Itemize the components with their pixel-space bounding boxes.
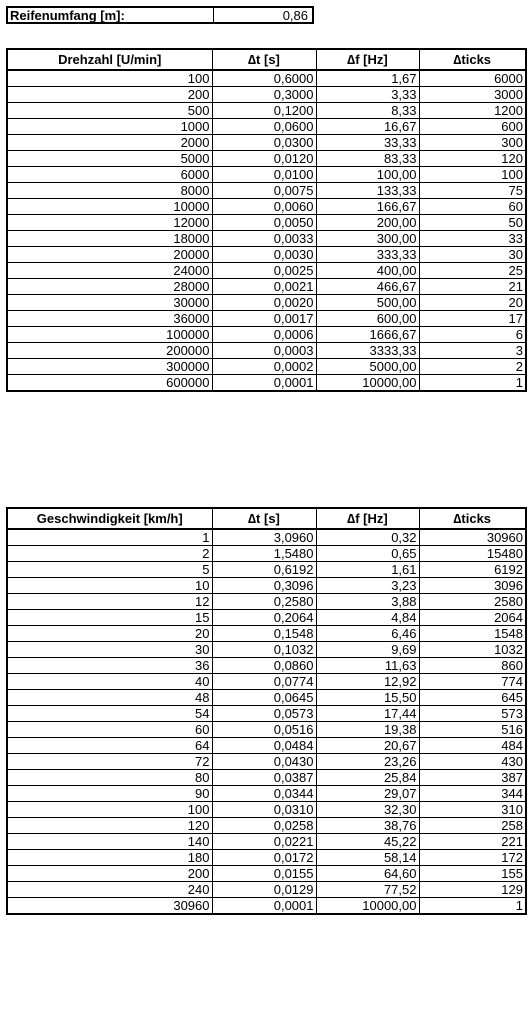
rpm-cell-delta-t: 0,0001 [212, 375, 316, 392]
rpm-cell-delta-ticks: 2 [419, 359, 526, 375]
rpm-table-body [7, 70, 526, 391]
speed-cell-delta-t: 0,6192 [212, 562, 316, 578]
rpm-table-row [7, 167, 526, 183]
rpm-table-row [7, 70, 526, 87]
rpm-cell-delta-ticks: 6000 [419, 70, 526, 87]
speed-cell-value: 10 [7, 578, 212, 594]
speed-cell-value: 90 [7, 786, 212, 802]
rpm-cell-value: 1000 [7, 119, 212, 135]
speed-cell-delta-t: 0,0310 [212, 802, 316, 818]
speed-cell-delta-f: 58,14 [316, 850, 419, 866]
rpm-cell-delta-ticks: 120 [419, 151, 526, 167]
speed-cell-delta-t: 0,1548 [212, 626, 316, 642]
speed-cell-delta-f: 29,07 [316, 786, 419, 802]
speed-cell-delta-ticks: 484 [419, 738, 526, 754]
speed-table-row [7, 706, 526, 722]
speed-cell-delta-ticks: 1 [419, 898, 526, 915]
speed-table-row [7, 674, 526, 690]
speed-cell-value: 200 [7, 866, 212, 882]
rpm-cell-delta-f: 1,67 [316, 70, 419, 87]
speed-cell-delta-ticks: 573 [419, 706, 526, 722]
speed-cell-delta-t: 3,0960 [212, 529, 316, 546]
speed-cell-delta-f: 3,23 [316, 578, 419, 594]
speed-cell-delta-ticks: 430 [419, 754, 526, 770]
speed-table-row [7, 578, 526, 594]
rpm-table-row [7, 87, 526, 103]
rpm-cell-delta-f: 100,00 [316, 167, 419, 183]
rpm-table-row [7, 343, 526, 359]
rpm-cell-value: 10000 [7, 199, 212, 215]
speed-cell-value: 30960 [7, 898, 212, 915]
rpm-cell-delta-ticks: 1 [419, 375, 526, 392]
speed-table-row [7, 529, 526, 546]
speed-cell-delta-f: 45,22 [316, 834, 419, 850]
rpm-table-row [7, 375, 526, 392]
rpm-cell-value: 20000 [7, 247, 212, 263]
speed-cell-delta-t: 0,0645 [212, 690, 316, 706]
speed-cell-value: 140 [7, 834, 212, 850]
rpm-table-row [7, 135, 526, 151]
rpm-cell-delta-t: 0,0033 [212, 231, 316, 247]
rpm-cell-value: 8000 [7, 183, 212, 199]
speed-cell-value: 72 [7, 754, 212, 770]
rpm-cell-delta-ticks: 3 [419, 343, 526, 359]
rpm-cell-value: 5000 [7, 151, 212, 167]
rpm-cell-value: 6000 [7, 167, 212, 183]
speed-cell-value: 240 [7, 882, 212, 898]
speed-table-row [7, 786, 526, 802]
speed-cell-value: 100 [7, 802, 212, 818]
speed-cell-delta-t: 1,5480 [212, 546, 316, 562]
rpm-cell-value: 500 [7, 103, 212, 119]
speed-header-delta-ticks: ∆ticks [419, 508, 526, 529]
rpm-table-row [7, 215, 526, 231]
speed-cell-delta-ticks: 516 [419, 722, 526, 738]
speed-cell-delta-f: 32,30 [316, 802, 419, 818]
rpm-table-row [7, 183, 526, 199]
speed-cell-delta-f: 4,84 [316, 610, 419, 626]
rpm-cell-delta-f: 8,33 [316, 103, 419, 119]
speed-cell-value: 15 [7, 610, 212, 626]
speed-table-row [7, 882, 526, 898]
speed-cell-delta-t: 0,0172 [212, 850, 316, 866]
rpm-cell-value: 200 [7, 87, 212, 103]
speed-cell-delta-f: 38,76 [316, 818, 419, 834]
speed-table-row [7, 626, 526, 642]
rpm-cell-delta-t: 0,0020 [212, 295, 316, 311]
speed-cell-delta-f: 9,69 [316, 642, 419, 658]
rpm-cell-delta-t: 0,0030 [212, 247, 316, 263]
rpm-cell-value: 100 [7, 70, 212, 87]
rpm-table-row [7, 311, 526, 327]
rpm-cell-delta-t: 0,0003 [212, 343, 316, 359]
rpm-cell-delta-ticks: 25 [419, 263, 526, 279]
speed-cell-delta-f: 23,26 [316, 754, 419, 770]
speed-cell-delta-t: 0,2064 [212, 610, 316, 626]
speed-cell-delta-t: 0,3096 [212, 578, 316, 594]
rpm-cell-delta-ticks: 50 [419, 215, 526, 231]
speed-table-row [7, 690, 526, 706]
speed-cell-delta-ticks: 30960 [419, 529, 526, 546]
speed-table-row [7, 834, 526, 850]
speed-header-delta-t: ∆t [s] [212, 508, 316, 529]
speed-table-row [7, 594, 526, 610]
speed-cell-delta-t: 0,0155 [212, 866, 316, 882]
speed-cell-delta-f: 0,65 [316, 546, 419, 562]
rpm-cell-delta-f: 300,00 [316, 231, 419, 247]
rpm-table-row [7, 263, 526, 279]
speed-table-row [7, 770, 526, 786]
speed-cell-delta-ticks: 2580 [419, 594, 526, 610]
rpm-cell-delta-f: 5000,00 [316, 359, 419, 375]
speed-cell-delta-f: 11,63 [316, 658, 419, 674]
speed-table-row [7, 818, 526, 834]
speed-cell-value: 30 [7, 642, 212, 658]
tire-circumference-value: 0,86 [282, 8, 308, 23]
rpm-table-row [7, 119, 526, 135]
speed-cell-delta-t: 0,0387 [212, 770, 316, 786]
speed-table-row [7, 546, 526, 562]
rpm-cell-delta-t: 0,0060 [212, 199, 316, 215]
rpm-cell-delta-t: 0,0025 [212, 263, 316, 279]
speed-cell-delta-ticks: 645 [419, 690, 526, 706]
rpm-cell-delta-f: 333,33 [316, 247, 419, 263]
speed-cell-delta-f: 20,67 [316, 738, 419, 754]
speed-cell-delta-f: 0,32 [316, 529, 419, 546]
speed-cell-value: 54 [7, 706, 212, 722]
rpm-cell-delta-ticks: 60 [419, 199, 526, 215]
rpm-cell-delta-t: 0,3000 [212, 87, 316, 103]
tire-circumference-box [6, 6, 314, 24]
speed-cell-delta-ticks: 1548 [419, 626, 526, 642]
speed-cell-delta-f: 10000,00 [316, 898, 419, 915]
speed-cell-delta-t: 0,0001 [212, 898, 316, 915]
rpm-cell-delta-f: 3333,33 [316, 343, 419, 359]
rpm-cell-value: 200000 [7, 343, 212, 359]
speed-cell-delta-f: 17,44 [316, 706, 419, 722]
rpm-cell-delta-t: 0,0050 [212, 215, 316, 231]
speed-cell-delta-ticks: 172 [419, 850, 526, 866]
speed-cell-value: 180 [7, 850, 212, 866]
rpm-table-row [7, 199, 526, 215]
rpm-cell-delta-t: 0,0021 [212, 279, 316, 295]
rpm-header-delta-t: ∆t [s] [212, 49, 316, 70]
speed-table-row [7, 610, 526, 626]
rpm-table-header-row [7, 49, 526, 70]
speed-cell-delta-t: 0,0221 [212, 834, 316, 850]
rpm-table-row [7, 295, 526, 311]
speed-cell-value: 40 [7, 674, 212, 690]
tire-circumference-label: Reifenumfang [m]: [8, 8, 214, 22]
rpm-cell-delta-f: 466,67 [316, 279, 419, 295]
speed-cell-value: 60 [7, 722, 212, 738]
speed-table-row [7, 642, 526, 658]
rpm-cell-delta-ticks: 300 [419, 135, 526, 151]
rpm-cell-delta-ticks: 3000 [419, 87, 526, 103]
speed-cell-value: 36 [7, 658, 212, 674]
speed-cell-delta-t: 0,0860 [212, 658, 316, 674]
rpm-cell-delta-ticks: 20 [419, 295, 526, 311]
speed-cell-delta-f: 3,88 [316, 594, 419, 610]
rpm-cell-delta-ticks: 30 [419, 247, 526, 263]
speed-cell-delta-f: 15,50 [316, 690, 419, 706]
rpm-table-row [7, 327, 526, 343]
rpm-table-row [7, 279, 526, 295]
rpm-cell-value: 2000 [7, 135, 212, 151]
speed-cell-delta-t: 0,1032 [212, 642, 316, 658]
rpm-cell-value: 24000 [7, 263, 212, 279]
rpm-cell-delta-t: 0,0075 [212, 183, 316, 199]
speed-cell-delta-t: 0,0484 [212, 738, 316, 754]
speed-cell-delta-t: 0,0774 [212, 674, 316, 690]
speed-cell-delta-t: 0,0344 [212, 786, 316, 802]
rpm-cell-delta-f: 400,00 [316, 263, 419, 279]
rpm-cell-delta-f: 33,33 [316, 135, 419, 151]
rpm-cell-value: 600000 [7, 375, 212, 392]
rpm-cell-delta-f: 16,67 [316, 119, 419, 135]
rpm-cell-delta-ticks: 21 [419, 279, 526, 295]
rpm-table-row [7, 103, 526, 119]
rpm-cell-delta-f: 83,33 [316, 151, 419, 167]
speed-cell-delta-f: 25,84 [316, 770, 419, 786]
rpm-cell-delta-t: 0,6000 [212, 70, 316, 87]
speed-cell-delta-ticks: 3096 [419, 578, 526, 594]
rpm-cell-delta-t: 0,1200 [212, 103, 316, 119]
speed-header-delta-f: ∆f [Hz] [316, 508, 419, 529]
speed-cell-delta-f: 64,60 [316, 866, 419, 882]
rpm-table [6, 48, 527, 392]
rpm-cell-delta-ticks: 600 [419, 119, 526, 135]
speed-cell-delta-ticks: 774 [419, 674, 526, 690]
speed-cell-delta-f: 77,52 [316, 882, 419, 898]
speed-cell-delta-t: 0,0258 [212, 818, 316, 834]
rpm-cell-delta-t: 0,0006 [212, 327, 316, 343]
speed-table-row [7, 866, 526, 882]
speed-cell-value: 48 [7, 690, 212, 706]
rpm-cell-delta-t: 0,0002 [212, 359, 316, 375]
speed-cell-delta-t: 0,0430 [212, 754, 316, 770]
rpm-cell-delta-t: 0,0120 [212, 151, 316, 167]
speed-table-row [7, 738, 526, 754]
speed-cell-delta-ticks: 344 [419, 786, 526, 802]
rpm-header-delta-ticks: ∆ticks [419, 49, 526, 70]
rpm-table-row [7, 231, 526, 247]
speed-cell-delta-ticks: 387 [419, 770, 526, 786]
speed-cell-delta-f: 6,46 [316, 626, 419, 642]
rpm-cell-delta-ticks: 1200 [419, 103, 526, 119]
speed-cell-delta-ticks: 310 [419, 802, 526, 818]
rpm-cell-delta-ticks: 17 [419, 311, 526, 327]
speed-cell-value: 1 [7, 529, 212, 546]
speed-cell-delta-t: 0,0573 [212, 706, 316, 722]
speed-cell-delta-ticks: 6192 [419, 562, 526, 578]
speed-cell-delta-ticks: 2064 [419, 610, 526, 626]
speed-table-header-row [7, 508, 526, 529]
rpm-cell-value: 300000 [7, 359, 212, 375]
rpm-cell-delta-t: 0,0300 [212, 135, 316, 151]
rpm-table-row [7, 359, 526, 375]
rpm-cell-value: 12000 [7, 215, 212, 231]
rpm-cell-delta-f: 1666,67 [316, 327, 419, 343]
speed-cell-delta-ticks: 155 [419, 866, 526, 882]
speed-cell-delta-ticks: 258 [419, 818, 526, 834]
rpm-cell-delta-t: 0,0017 [212, 311, 316, 327]
speed-table-body [7, 529, 526, 914]
speed-cell-value: 120 [7, 818, 212, 834]
rpm-cell-delta-f: 133,33 [316, 183, 419, 199]
speed-table-row [7, 802, 526, 818]
rpm-cell-value: 100000 [7, 327, 212, 343]
speed-cell-delta-t: 0,0516 [212, 722, 316, 738]
speed-cell-delta-ticks: 129 [419, 882, 526, 898]
rpm-cell-delta-ticks: 100 [419, 167, 526, 183]
rpm-cell-delta-f: 166,67 [316, 199, 419, 215]
rpm-table-row [7, 151, 526, 167]
speed-table-row [7, 850, 526, 866]
speed-cell-value: 5 [7, 562, 212, 578]
speed-cell-value: 80 [7, 770, 212, 786]
rpm-header-delta-f: ∆f [Hz] [316, 49, 419, 70]
speed-cell-value: 2 [7, 546, 212, 562]
rpm-cell-delta-f: 200,00 [316, 215, 419, 231]
speed-table-row [7, 722, 526, 738]
speed-cell-delta-t: 0,2580 [212, 594, 316, 610]
speed-table-row [7, 754, 526, 770]
rpm-cell-delta-f: 500,00 [316, 295, 419, 311]
speed-cell-value: 12 [7, 594, 212, 610]
rpm-cell-delta-ticks: 75 [419, 183, 526, 199]
rpm-cell-delta-f: 600,00 [316, 311, 419, 327]
speed-cell-value: 64 [7, 738, 212, 754]
rpm-cell-delta-ticks: 33 [419, 231, 526, 247]
rpm-cell-delta-f: 10000,00 [316, 375, 419, 392]
rpm-cell-delta-f: 3,33 [316, 87, 419, 103]
speed-header-geschwindigkeit: Geschwindigkeit [km/h] [7, 508, 212, 529]
rpm-cell-value: 18000 [7, 231, 212, 247]
speed-table-row [7, 658, 526, 674]
rpm-cell-delta-ticks: 6 [419, 327, 526, 343]
rpm-table-row [7, 247, 526, 263]
rpm-header-drehzahl: Drehzahl [U/min] [7, 49, 212, 70]
speed-cell-delta-ticks: 221 [419, 834, 526, 850]
speed-table [6, 507, 527, 915]
rpm-cell-value: 36000 [7, 311, 212, 327]
rpm-cell-value: 28000 [7, 279, 212, 295]
rpm-cell-value: 30000 [7, 295, 212, 311]
speed-cell-delta-f: 19,38 [316, 722, 419, 738]
speed-cell-delta-ticks: 1032 [419, 642, 526, 658]
speed-cell-delta-f: 1,61 [316, 562, 419, 578]
speed-cell-value: 20 [7, 626, 212, 642]
speed-cell-delta-ticks: 860 [419, 658, 526, 674]
speed-cell-delta-f: 12,92 [316, 674, 419, 690]
rpm-cell-delta-t: 0,0100 [212, 167, 316, 183]
speed-cell-delta-t: 0,0129 [212, 882, 316, 898]
rpm-cell-delta-t: 0,0600 [212, 119, 316, 135]
speed-table-row [7, 898, 526, 915]
speed-cell-delta-ticks: 15480 [419, 546, 526, 562]
speed-table-row [7, 562, 526, 578]
